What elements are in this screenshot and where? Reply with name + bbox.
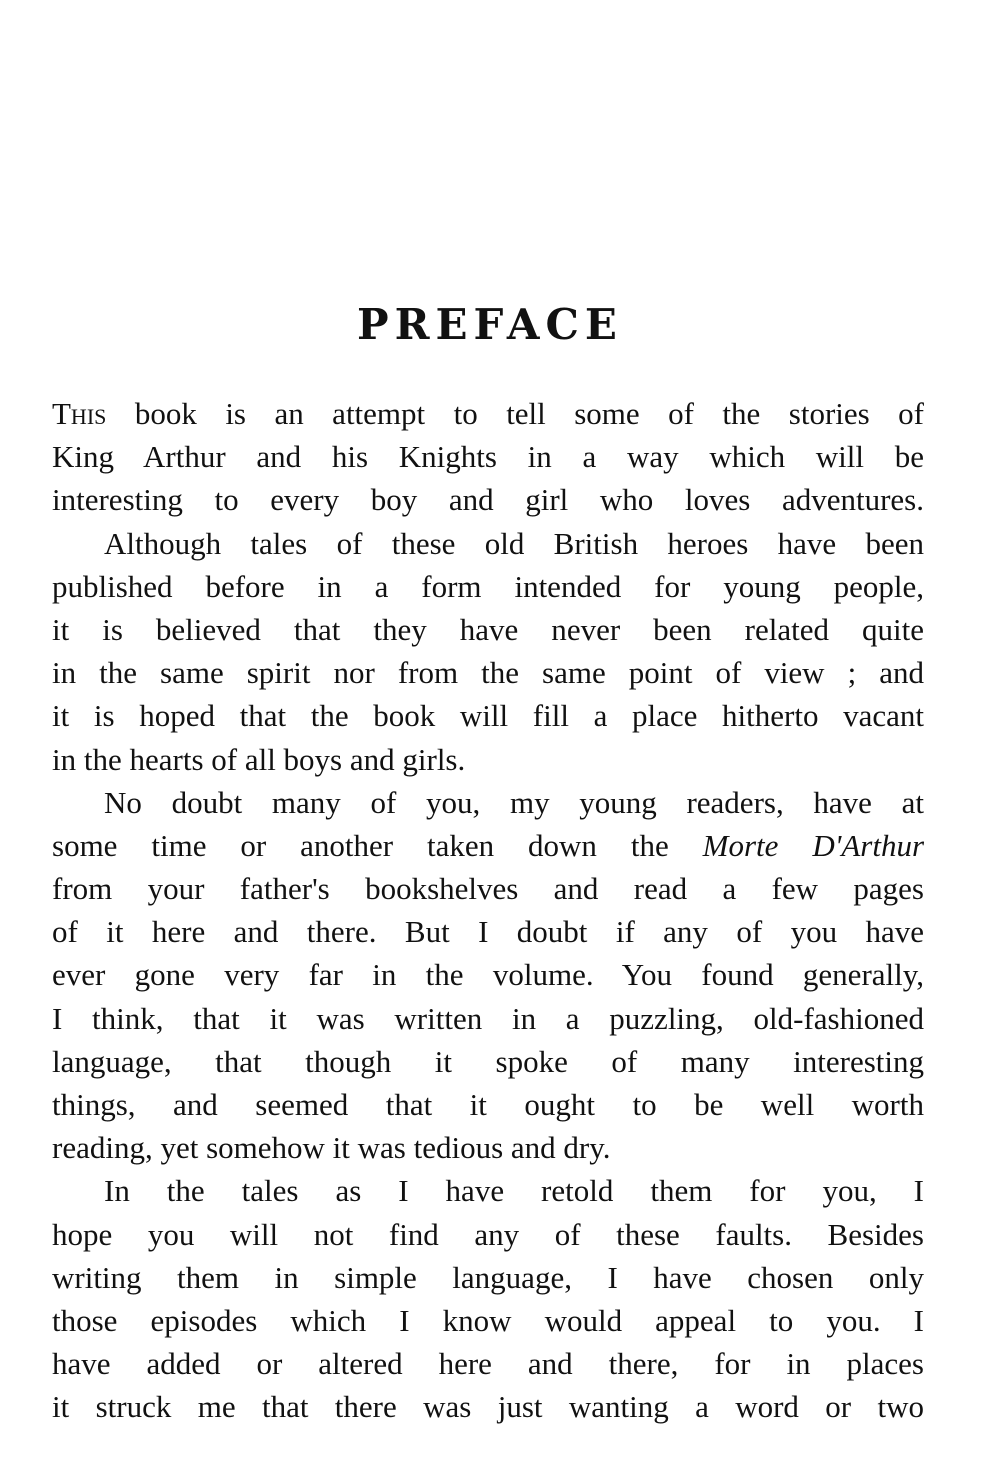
book-title-italic: Morte D'Arthur (702, 827, 924, 863)
text-line: published before in a form intended for young people, (52, 568, 924, 604)
text-line: King Arthur and his Knights in a way which will be (52, 439, 924, 475)
text-line: interesting to every boy and girl who loves adventures. (52, 482, 924, 518)
text-line: in the same spirit nor from the same point of view ; and (52, 655, 924, 691)
text-line: ever gone very far in the volume. You found generally, (52, 957, 924, 993)
small-caps-lead: This (52, 396, 107, 431)
text-line: it is hoped that the book will fill a place hitherto vacant (52, 698, 924, 734)
text-line: reading, yet somehow it was tedious and dry. (52, 1130, 611, 1166)
text-line: Although tales of these old British heroes have been (104, 525, 924, 561)
text-line: have added or altered here and there, for in places (52, 1346, 924, 1382)
text-line: in the hearts of all boys and girls. (52, 741, 466, 777)
line-text: some time or another taken down the (52, 827, 703, 863)
text-line: things, and seemed that it ought to be well worth (52, 1087, 924, 1122)
text-line: writing them in simple language, I have chosen only (52, 1259, 924, 1295)
text-line: it struck me that there was just wanting a word or two (52, 1389, 924, 1425)
line-text: book is an attempt to tell some of the stories of (106, 396, 924, 431)
text-line: No doubt many of you, my young readers, have at (104, 784, 924, 820)
text-line: from your father's bookshelves and read a few pages (52, 871, 924, 907)
text-line: language, that though it spoke of many interesting (52, 1043, 924, 1079)
text-line: it is believed that they have never been related quite (52, 611, 924, 647)
text-line: I think, that it was written in a puzzling, old-fashioned (52, 1000, 924, 1036)
text-line: hope you will not find any of these faults. Besides (52, 1216, 924, 1252)
text-line: In the tales as I have retold them for you, I (104, 1173, 924, 1209)
text-line: of it here and there. But I doubt if any of you have (52, 914, 924, 950)
text-line: those episodes which I know would appeal to you. I (52, 1302, 924, 1338)
page-title: PREFACE (357, 300, 623, 349)
text-line (52, 392, 924, 435)
text-line (52, 824, 924, 867)
preface-body (52, 392, 924, 1429)
